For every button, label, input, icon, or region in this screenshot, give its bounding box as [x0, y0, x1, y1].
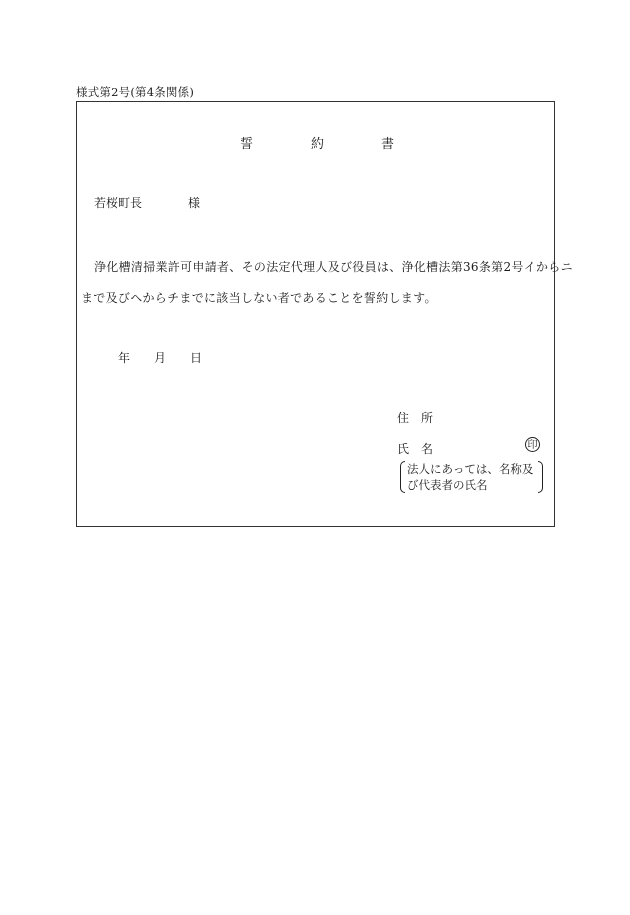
body-line-1: 浄化槽清掃業許可申請者、その法定代理人及び役員は、浄化槽法第36条第2号イからニ	[94, 260, 573, 274]
left-bracket	[400, 461, 405, 493]
title-char-2: 約	[311, 137, 325, 152]
title-char-3: 書	[381, 137, 395, 152]
name-label: 氏 名	[397, 442, 434, 456]
date-month: 月	[154, 351, 167, 365]
title-char-1: 誓	[240, 137, 254, 152]
date-day: 日	[190, 351, 203, 365]
form-number: 様式第2号(第4条関係)	[76, 85, 195, 99]
addressee: 若桜町長	[94, 196, 143, 210]
address-label: 住 所	[397, 411, 434, 425]
note-line-1: 法人にあっては、名称及	[407, 462, 534, 476]
honorific: 様	[188, 196, 201, 210]
seal-mark: 印	[525, 437, 540, 452]
corporate-note	[400, 461, 543, 495]
body-line-2: まで及びヘからチまでに該当しない者であることを誓約します。	[81, 291, 437, 305]
note-line-2: び代表者の氏名	[407, 478, 488, 492]
date-year: 年	[118, 351, 131, 365]
right-bracket	[538, 461, 543, 493]
